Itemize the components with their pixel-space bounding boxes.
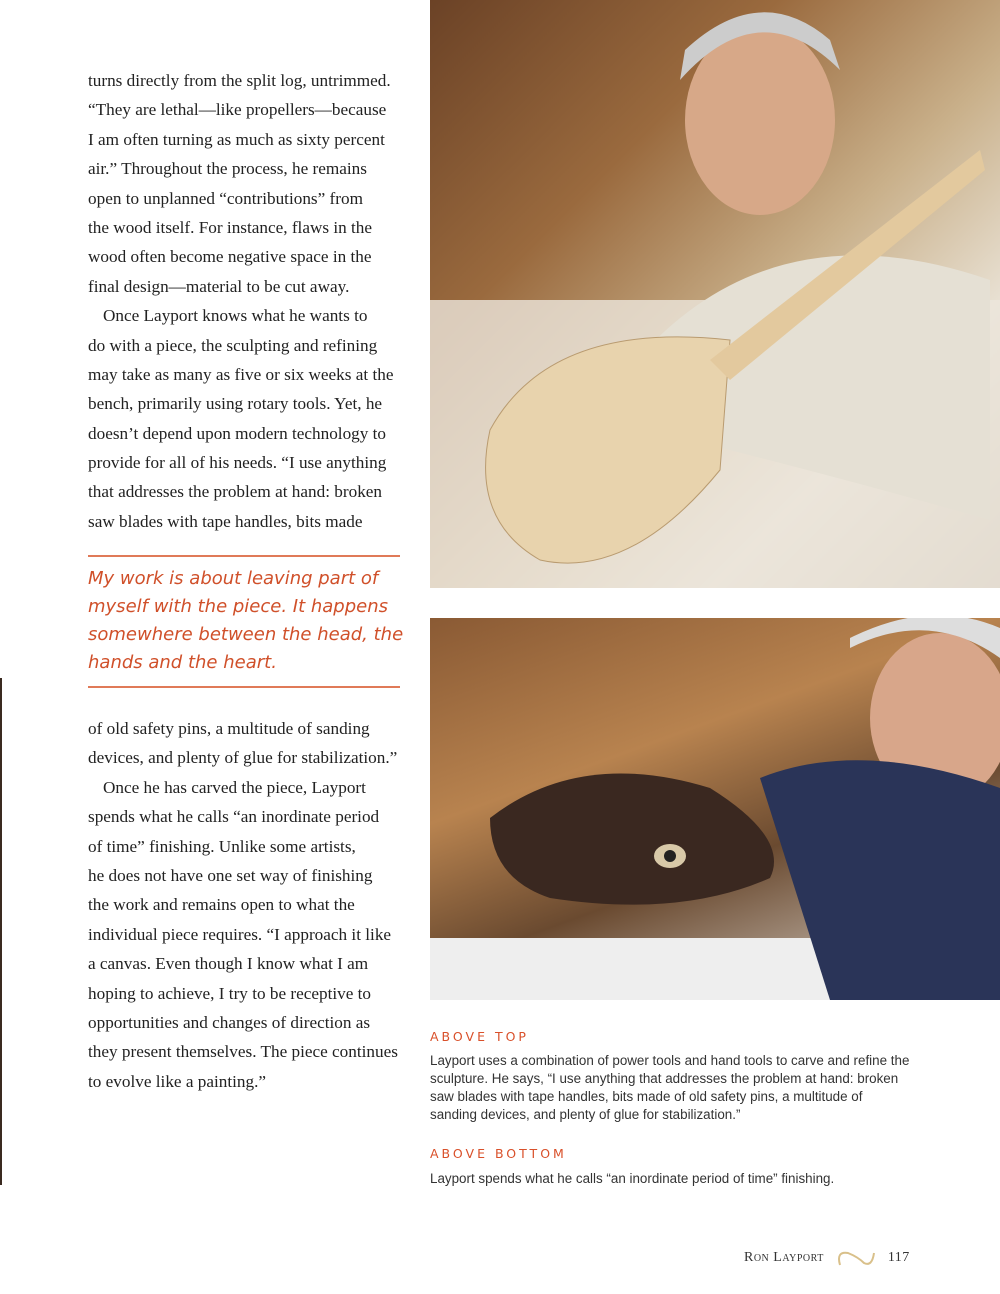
pull-quote: My work is about leaving part of myself with the piece. It happens somewhere between the head, the hands and the heart. <box>88 568 404 673</box>
caption-heading-top: ABOVE TOP <box>430 1029 529 1044</box>
body-text-line: final design—material to be cut away. <box>88 276 350 296</box>
body-text-line: of old safety pins, a multitude of sanding <box>88 719 370 738</box>
page-number: 117 <box>887 1250 910 1265</box>
body-text-line: to evolve like a painting.” <box>88 1071 267 1091</box>
body-text-line: open to unplanned “contributions” from <box>88 188 363 208</box>
swash-ornament-icon <box>834 1247 878 1269</box>
body-text-line: they present themselves. The piece continues <box>88 1042 398 1062</box>
body-text-line: a canvas. Even though I know what I am <box>88 954 369 974</box>
body-text-line: may take as many as five or six weeks at the <box>88 364 394 384</box>
body-text-line: air.” Throughout the process, he remains <box>88 159 367 179</box>
body-text-line: he does not have one set way of finishing <box>88 865 373 885</box>
body-text-line: devices, and plenty of glue for stabilization.” <box>88 748 398 768</box>
body-text-line: wood often become negative space in the <box>88 247 372 267</box>
pull-quote-top-rule <box>88 555 400 557</box>
body-text-line: Once he has carved the piece, Layport <box>103 777 366 797</box>
caption-heading-bottom: ABOVE BOTTOM <box>430 1146 567 1161</box>
body-text-line: “They are lethal—like propellers—because <box>88 100 387 120</box>
body-text-line: spends what he calls “an inordinate period <box>88 807 380 827</box>
photo-illustration <box>430 618 1000 1000</box>
running-head: Ron Layport <box>744 1250 824 1265</box>
body-text-line: of time” finishing. Unlike some artists, <box>88 836 356 856</box>
body-text-line: turns directly from the split log, untrimmed. <box>88 71 391 90</box>
caption-text-bottom: Layport spends what he calls “an inordinate period of time” finishing. <box>430 1171 835 1186</box>
body-text-line: Once Layport knows what he wants to <box>103 306 368 326</box>
body-text-line: that addresses the problem at hand: broken <box>88 482 383 502</box>
adjacent-page-edge <box>0 678 2 1185</box>
body-text-line: individual piece requires. “I approach it like <box>88 924 392 944</box>
page-footer <box>744 1247 910 1269</box>
body-text-line: opportunities and changes of direction as <box>88 1012 371 1032</box>
body-text-line: provide for all of his needs. “I use anything <box>88 453 387 473</box>
body-text-line: the wood itself. For instance, flaws in the <box>88 217 373 237</box>
pull-quote-bottom-rule <box>88 686 400 688</box>
body-text-line: saw blades with tape handles, bits made <box>88 511 363 531</box>
body-text-line: I am often turning as much as sixty percent <box>88 129 385 149</box>
photo-finishing-fish-sculpture <box>430 618 1000 1000</box>
body-column-1 <box>88 66 403 536</box>
body-text-line: hoping to achieve, I try to be receptive to <box>88 983 372 1003</box>
body-text-line: the work and remains open to what the <box>88 895 355 915</box>
caption-text-top: Layport uses a combination of power tools and hand tools to carve and refine the sculpture. He says, “I use anything that addresses the problem at hand: broken saw blades with tape handles, bits made of old safety pins, a multitude of sanding devices, and plenty of glue for stabilization.” <box>430 1053 910 1122</box>
photo-carving-with-rotary-tool <box>430 0 1000 588</box>
body-column-2 <box>88 714 403 1096</box>
body-text-line: doesn’t depend upon modern technology to <box>88 423 387 443</box>
photo-illustration <box>430 0 1000 588</box>
body-text-line: do with a piece, the sculpting and refining <box>88 335 378 355</box>
body-text-line: bench, primarily using rotary tools. Yet, he <box>88 394 383 414</box>
